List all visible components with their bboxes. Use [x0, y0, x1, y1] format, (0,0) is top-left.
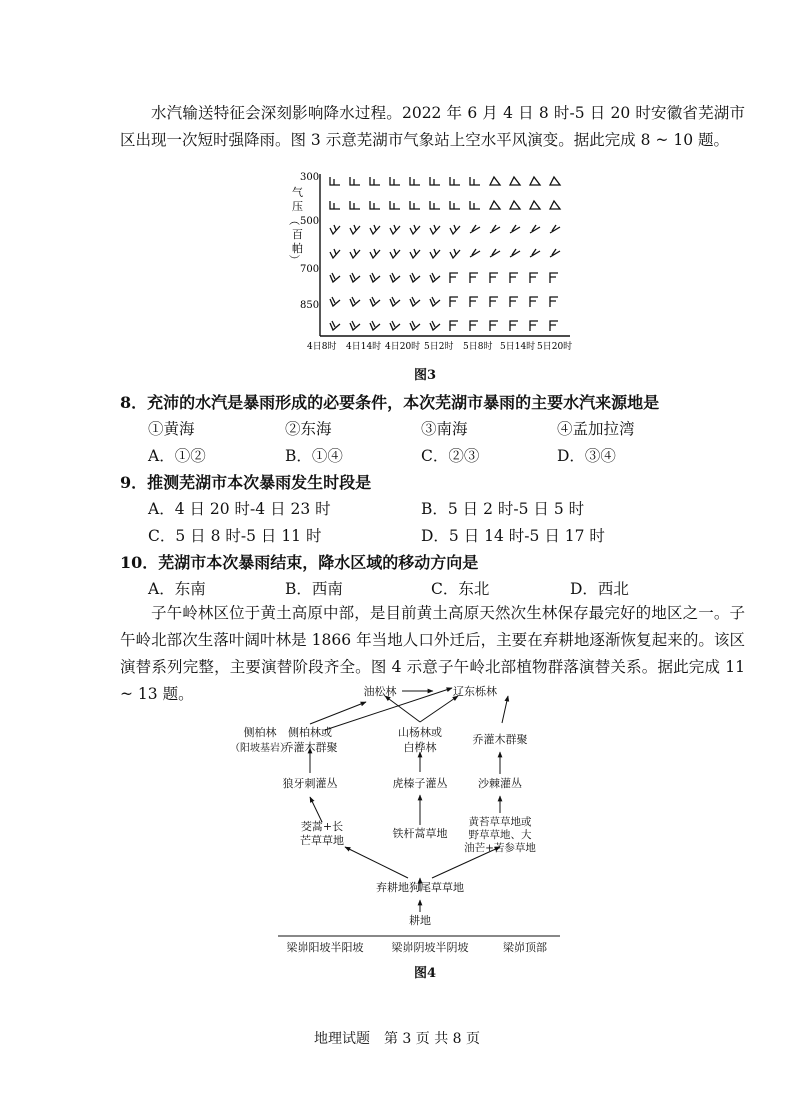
- y-axis-label-1: 气: [292, 186, 303, 199]
- node-cebai-note: （阳坡基岩）: [230, 743, 290, 754]
- wind-barb: [450, 321, 458, 331]
- wind-barb: [470, 177, 480, 185]
- wind-barb: [390, 321, 400, 330]
- q9-option-c[interactable]: C．5 日 8 时-5 日 11 时: [148, 527, 322, 545]
- wind-barb: [530, 249, 540, 257]
- wind-barb: [450, 177, 460, 185]
- wind-barb: [470, 297, 478, 307]
- wind-barb: [510, 177, 520, 185]
- wind-barb: [450, 273, 458, 283]
- node-huang-grass-3: 油芒+苦参草地: [464, 842, 536, 854]
- question-10-stem: 10．芜湖市本次暴雨结束，降水区域的移动方向是: [120, 553, 479, 572]
- wind-barb: [370, 249, 380, 258]
- q8-item-2: ②东海: [285, 420, 332, 438]
- wind-barb: [450, 225, 460, 234]
- wind-barb: [350, 201, 360, 209]
- x-tick-2: 4日14时: [346, 342, 382, 352]
- q10-option-a[interactable]: A．东南: [148, 580, 206, 598]
- wind-barb: [350, 297, 360, 306]
- figure-4-succession-diagram: [230, 680, 570, 960]
- wind-barb: [470, 273, 478, 283]
- wind-barb: [530, 321, 538, 331]
- wind-barb: [490, 297, 498, 307]
- wind-barb: [330, 321, 340, 330]
- wind-barb: [370, 297, 380, 306]
- y-tick-700: 700: [300, 264, 320, 275]
- y-axis-label-5: 帕: [292, 242, 303, 255]
- wind-barb: [530, 201, 540, 209]
- node-liaodong-oak-forest: 辽东栎林: [453, 685, 497, 698]
- wind-barbs-group: [330, 177, 560, 331]
- figure-4-caption: 图4: [414, 966, 437, 981]
- wind-barb: [510, 249, 520, 257]
- wind-barb: [330, 201, 340, 209]
- wind-barb: [330, 249, 340, 258]
- node-bai-grass-2: 芒草草地: [300, 834, 344, 847]
- node-tiegan-grass: 铁杆蒿草地: [392, 827, 448, 840]
- wind-barb: [390, 225, 400, 234]
- wind-barb: [430, 177, 440, 185]
- q8-option-b[interactable]: B．①④: [285, 447, 343, 465]
- q8-item-1: ①黄海: [148, 420, 195, 438]
- wind-barb: [350, 225, 360, 234]
- node-cebai-shrub-1: 侧柏林或: [288, 726, 332, 739]
- wind-barb: [410, 297, 420, 306]
- y-axis-label-4: 百: [292, 228, 303, 241]
- wind-barb: [410, 249, 420, 258]
- wind-barb: [430, 321, 440, 330]
- wind-barb: [550, 177, 560, 185]
- wind-barb: [350, 177, 360, 185]
- y-tick-850: 850: [300, 300, 320, 311]
- wind-barb: [430, 297, 440, 306]
- base-label-3: 梁峁顶部: [503, 941, 547, 954]
- node-shanyang-1: 山杨林或: [398, 726, 442, 739]
- wind-barb: [550, 249, 560, 257]
- wind-barb: [510, 273, 518, 283]
- wind-barb: [490, 201, 500, 209]
- wind-barb: [550, 273, 558, 283]
- wind-barb: [410, 177, 420, 185]
- wind-barb: [370, 321, 380, 330]
- wind-barb: [490, 249, 500, 257]
- y-axis-label-6: ︶: [289, 254, 300, 267]
- y-tick-500: 500: [300, 216, 320, 227]
- q9-option-d[interactable]: D．5 日 14 时-5 日 17 时: [421, 527, 605, 545]
- y-axis-label-3: ︵: [289, 214, 300, 227]
- wind-barb: [530, 177, 540, 185]
- q8-item-4: ④孟加拉湾: [557, 420, 635, 438]
- wind-barb: [410, 225, 420, 234]
- wind-barb: [450, 297, 458, 307]
- wind-barb: [490, 273, 498, 283]
- figure-3-wind-chart: [280, 168, 580, 358]
- wind-barb: [330, 177, 340, 185]
- wind-barb: [430, 273, 440, 282]
- question-9-stem: 9．推测芜湖市本次暴雨发生时段是: [120, 473, 372, 492]
- wind-barb: [530, 273, 538, 283]
- q8-item-3: ③南海: [421, 420, 468, 438]
- intro-paragraph-2: 子午岭林区位于黄土高原中部，是目前黄土高原天然次生林保存最完好的地区之一。子午岭北部次生落叶阔叶林是 1866 年当地人口外迁后，主要在弃耕地逐渐恢复起来的。该区演替系列完整，主要演替阶段齐全。图 4 示意子午岭北部植物群落演替关系。据此完成 11 ~ 13 题。: [120, 604, 745, 703]
- wind-barb: [530, 297, 538, 307]
- wind-barb: [530, 225, 540, 233]
- node-shaji-shrub: 沙棘灌丛: [478, 777, 522, 790]
- wind-barb: [510, 321, 518, 331]
- wind-barb: [410, 201, 420, 209]
- wind-barb: [490, 177, 500, 185]
- wind-barb: [390, 297, 400, 306]
- wind-barb: [350, 321, 360, 330]
- wind-barb: [330, 225, 340, 234]
- wind-barb: [370, 177, 380, 185]
- wind-barb: [390, 273, 400, 282]
- x-tick-5: 5日8时: [463, 342, 493, 352]
- wind-barb: [330, 297, 340, 306]
- wind-barb: [550, 321, 558, 331]
- node-shanyang-2: 白桦林: [403, 741, 437, 754]
- node-gengdi: 耕地: [409, 914, 431, 927]
- wind-barb: [450, 249, 460, 258]
- wind-barb: [470, 225, 480, 233]
- wind-barb: [430, 225, 440, 234]
- x-tick-4: 5日2时: [424, 342, 454, 352]
- succession-arrows: [310, 688, 508, 912]
- x-tick-7: 5日20时: [537, 342, 573, 352]
- wind-barb: [470, 249, 480, 257]
- wind-barb: [350, 249, 360, 258]
- wind-barb: [470, 201, 480, 209]
- wind-barb: [430, 249, 440, 258]
- wind-barb: [370, 201, 380, 209]
- q10-option-c[interactable]: C．东北: [431, 580, 490, 598]
- q8-option-a[interactable]: A．①②: [148, 447, 206, 465]
- wind-barb: [490, 225, 500, 233]
- x-tick-3: 4日20时: [385, 342, 421, 352]
- wind-barb: [490, 321, 498, 331]
- q8-option-d[interactable]: D．③④: [557, 447, 616, 465]
- node-yousong-forest: 油松林: [363, 685, 397, 698]
- node-qigeng: 弃耕地狗尾草草地: [376, 881, 464, 894]
- wind-barb: [510, 225, 520, 233]
- q10-option-d[interactable]: D．西北: [570, 580, 629, 598]
- q8-option-c[interactable]: C．②③: [421, 447, 480, 465]
- x-tick-6: 5日14时: [500, 342, 536, 352]
- figure-3-caption: 图3: [414, 368, 437, 383]
- wind-barb: [330, 273, 340, 282]
- node-cebai-shrub-2: 乔灌木群聚: [282, 741, 338, 754]
- wind-barb: [550, 201, 560, 209]
- wind-barb: [350, 273, 360, 282]
- base-label-1: 梁峁阳坡半阳坡: [286, 941, 364, 954]
- node-cebai-forest: 侧柏林: [243, 726, 277, 739]
- node-huang-grass-2: 野草草地、大: [468, 829, 532, 841]
- y-axis-label-2: 压: [292, 200, 303, 213]
- q10-option-b[interactable]: B．西南: [285, 580, 343, 598]
- page-footer: 地理试题 第 3 页 共 8 页: [313, 1031, 481, 1047]
- wind-barb: [390, 201, 400, 209]
- wind-barb: [510, 201, 520, 209]
- y-tick-300: 300: [300, 172, 320, 183]
- wind-barb: [450, 201, 460, 209]
- intro-paragraph-1: 水汽输送特征会深刻影响降水过程。2022 年 6 月 4 日 8 时-5 日 20 时安徽省芜湖市区出现一次短时强降雨。图 3 示意芜湖市气象站上空水平风演变。据此完成 8 ~ 10 题。: [120, 104, 745, 149]
- wind-barb: [370, 273, 380, 282]
- wind-barb: [410, 273, 420, 282]
- question-8-stem: 8．充沛的水汽是暴雨形成的必要条件，本次芜湖市暴雨的主要水汽来源地是: [120, 393, 660, 412]
- node-langya-shrub: 狼牙刺灌丛: [282, 777, 338, 790]
- wind-barb: [510, 297, 518, 307]
- x-tick-1: 4日8时: [307, 342, 337, 352]
- wind-barb: [550, 297, 558, 307]
- wind-barb: [430, 201, 440, 209]
- q9-option-a[interactable]: A．4 日 20 时-4 日 23 时: [148, 500, 331, 518]
- wind-barb: [390, 177, 400, 185]
- node-huzhen-shrub: 虎榛子灌丛: [392, 777, 448, 790]
- node-huang-grass-1: 黄苔草草地或: [468, 816, 532, 828]
- wind-barb: [550, 225, 560, 233]
- node-qiaoguan: 乔灌木群聚: [472, 733, 528, 746]
- base-label-2: 梁峁阴坡半阴坡: [391, 941, 469, 954]
- wind-barb: [470, 321, 478, 331]
- wind-barb: [370, 225, 380, 234]
- wind-barb: [410, 321, 420, 330]
- node-bai-grass-1: 茭蒿+长: [300, 820, 344, 833]
- q9-option-b[interactable]: B．5 日 2 时-5 日 5 时: [421, 500, 585, 518]
- wind-barb: [390, 249, 400, 258]
